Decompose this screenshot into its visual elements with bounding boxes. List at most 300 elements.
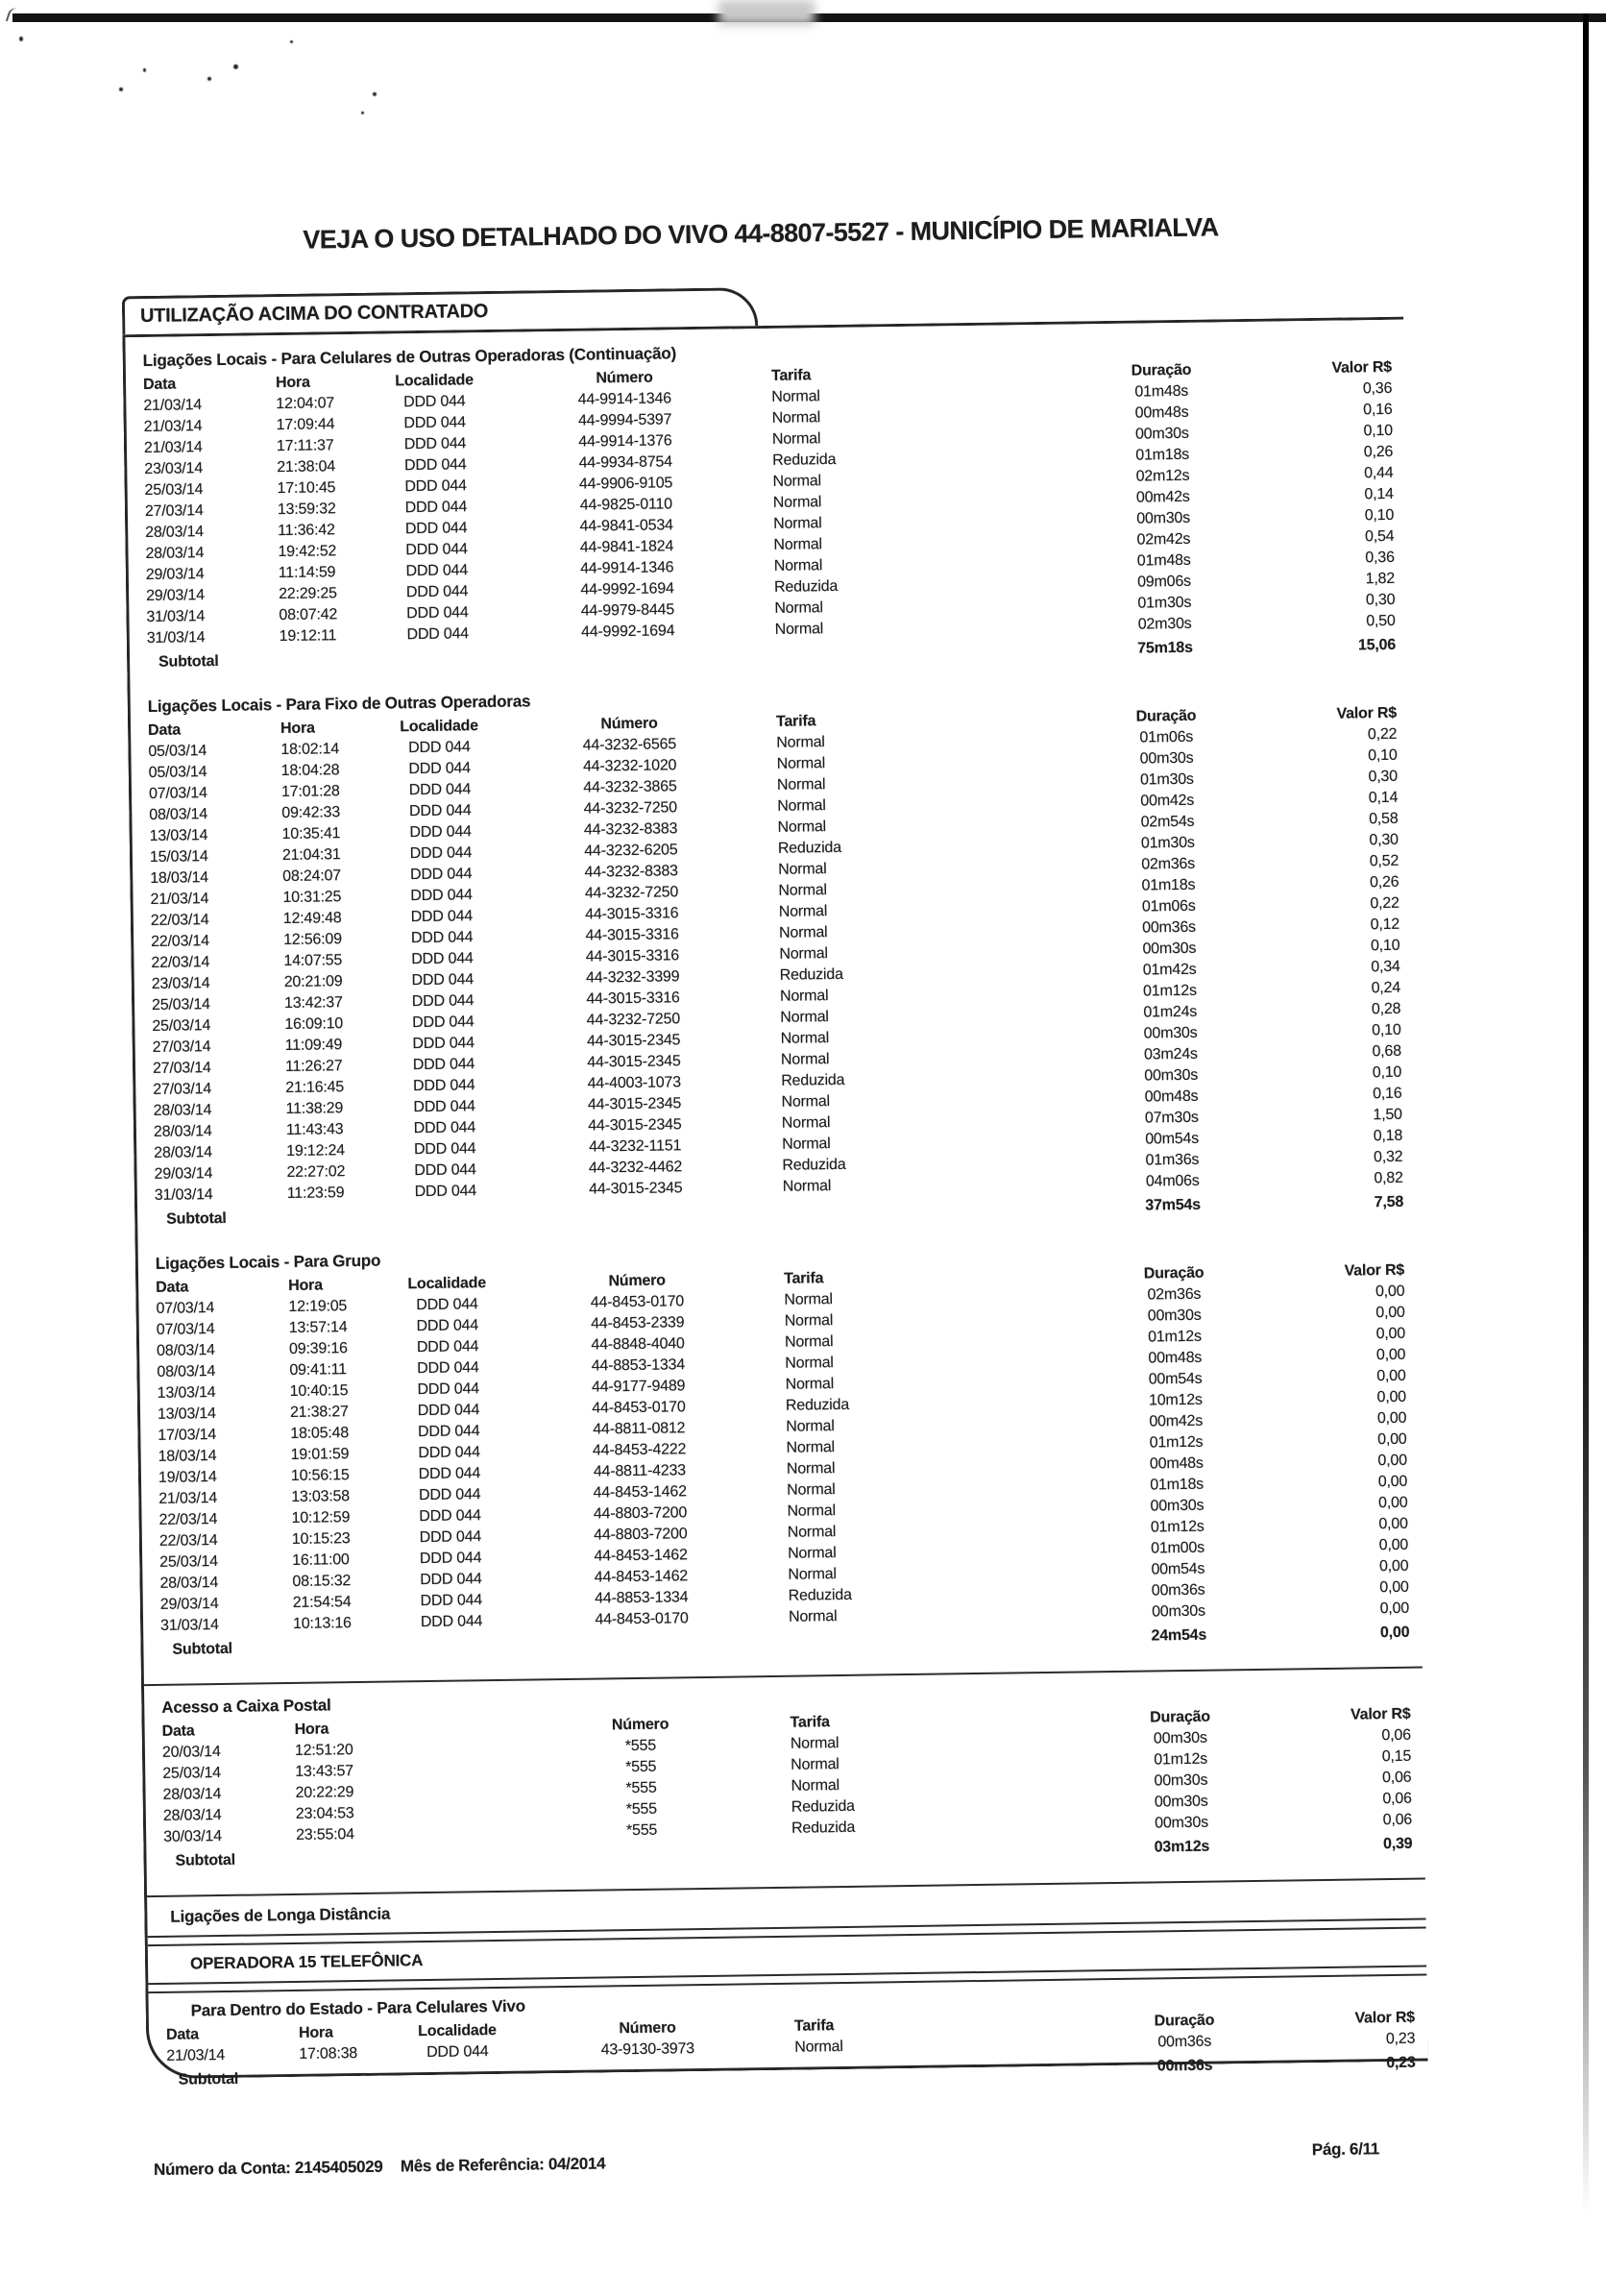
cell-data: 21/03/14 (158, 1490, 218, 1507)
cell-num: 44-3232-8383 (583, 820, 678, 839)
cell-loc: DDD 044 (405, 541, 468, 559)
column-header: Data (147, 721, 182, 739)
cell-num: *555 (625, 1758, 657, 1776)
cell-data: 29/03/14 (145, 566, 205, 583)
cell-hora: 09:41:11 (289, 1361, 348, 1379)
cell-tarifa: Normal (784, 1312, 834, 1330)
cell-valor: 0,00 (1375, 1282, 1405, 1301)
cell-dur: 02m36s (1141, 855, 1196, 873)
cell-hora: 21:38:27 (289, 1404, 349, 1421)
cell-tarifa: Normal (776, 776, 826, 794)
cell-hora: 12:56:09 (283, 931, 342, 949)
cell-loc: DDD 044 (404, 520, 468, 538)
cell-hora: 11:26:27 (284, 1058, 343, 1076)
cell-hora: 11:14:59 (278, 564, 336, 582)
cell-data: 07/03/14 (156, 1321, 215, 1338)
cell-loc: DDD 044 (408, 781, 472, 799)
cell-loc: DDD 044 (412, 1077, 475, 1095)
cell-loc: DDD 044 (403, 456, 467, 475)
cell-valor: 0,10 (1364, 506, 1395, 525)
cell-num: 44-9992-1694 (580, 580, 674, 598)
cell-tarifa: Normal (773, 536, 822, 553)
cell-hora: 10:13:16 (292, 1615, 352, 1632)
section-title: Acesso a Caixa Postal (161, 1696, 331, 1717)
cell-num: *555 (625, 1800, 658, 1819)
cell-dur: 01m00s (1151, 1539, 1205, 1557)
cell-dur: 00m54s (1148, 1370, 1203, 1388)
cell-valor: 0,00 (1376, 1388, 1407, 1406)
cell-loc: DDD 044 (420, 1571, 482, 1589)
cell-tarifa: Normal (791, 1777, 840, 1795)
cell-loc: DDD 044 (411, 971, 474, 989)
cell-loc: DDD 044 (419, 1507, 481, 1526)
cell-tarifa: Normal (785, 1376, 835, 1393)
cell-data: 27/03/14 (152, 1060, 211, 1077)
subtotal-spacer (765, 1839, 1066, 1864)
subtotal-spacer (516, 1201, 756, 1225)
column-header: Data (156, 1279, 189, 1296)
cell-valor: 0,00 (1378, 1515, 1408, 1533)
cell-num: 44-3232-8383 (584, 863, 678, 881)
cell-hora: 18:05:48 (290, 1425, 350, 1442)
cell-data: 31/03/14 (154, 1186, 213, 1204)
subtotal-spacer (388, 2065, 528, 2088)
cell-loc: DDD 044 (410, 929, 474, 947)
cell-valor: 0,22 (1367, 725, 1398, 744)
cell-valor: 0,34 (1371, 958, 1400, 976)
cell-data: 17/03/14 (158, 1427, 217, 1444)
cell-data: 20/03/14 (161, 1744, 221, 1761)
cell-num: 44-8453-2339 (591, 1314, 685, 1332)
cell-valor: 0,00 (1377, 1473, 1408, 1491)
column-header: Localidade (407, 1275, 487, 1293)
cell-data: 25/03/14 (151, 996, 210, 1014)
cell-loc: DDD 044 (412, 1014, 474, 1032)
cell-data: 29/03/14 (146, 587, 205, 604)
cell-num: 44-9914-1346 (577, 390, 672, 408)
cell-dur: 01m30s (1139, 770, 1194, 789)
cell-hora: 11:23:59 (286, 1185, 345, 1202)
cell-hora: 13:57:14 (288, 1319, 348, 1336)
footer-account-info (154, 2154, 620, 2180)
cell-valor: 0,26 (1369, 873, 1399, 892)
cell-hora: 21:16:45 (285, 1079, 345, 1097)
cell-num: 44-8853-1334 (591, 1356, 686, 1375)
cell-loc: DDD 044 (417, 1359, 479, 1378)
section-para-grupo (156, 1236, 1423, 1661)
cell-tarifa: Normal (786, 1460, 836, 1478)
cell-dur: 01m12s (1154, 1750, 1208, 1769)
cell-data: 25/03/14 (159, 1553, 218, 1571)
column-header: Tarifa (793, 2017, 835, 2035)
cell-data: 28/03/14 (154, 1144, 213, 1161)
cell-valor: 0,58 (1369, 810, 1399, 828)
section-title: Ligações Locais - Para Fixo de Outras Operadoras (147, 692, 531, 716)
cell-dur: 02m54s (1140, 813, 1195, 831)
cell-dur: 00m48s (1148, 1349, 1203, 1367)
cell-hora: 10:35:41 (281, 825, 341, 843)
cell-num: 44-8803-7200 (594, 1526, 688, 1544)
cell-dur: 09m06s (1137, 573, 1192, 591)
cell-valor: 0,30 (1369, 831, 1399, 849)
cell-num: 44-9177-9489 (591, 1378, 686, 1396)
cell-tarifa: Reduzida (785, 1396, 850, 1414)
cell-dur: 00m36s (1142, 918, 1197, 937)
cell-loc: DDD 044 (409, 866, 473, 884)
cell-data: 13/03/14 (157, 1405, 216, 1423)
column-header: Duração (1143, 1264, 1204, 1282)
cell-valor: 0,10 (1372, 1063, 1402, 1082)
subtotal-value: 7,58 (1374, 1193, 1404, 1211)
cell-tarifa: Normal (778, 903, 828, 920)
cell-hora: 18:04:28 (280, 762, 340, 780)
cell-hora: 10:40:15 (289, 1382, 349, 1400)
cell-valor: 0,00 (1378, 1557, 1409, 1575)
column-header: Número (608, 1272, 666, 1290)
cell-valor: 0,00 (1379, 1600, 1410, 1618)
cell-valor: 0,12 (1370, 916, 1400, 934)
cell-num: 44-8453-0170 (590, 1293, 685, 1311)
cell-tarifa: Normal (787, 1502, 837, 1520)
column-header: Duração (1135, 707, 1197, 725)
cell-valor: 0,00 (1375, 1325, 1406, 1343)
cell-loc: DDD 044 (418, 1444, 480, 1462)
cell-loc: DDD 044 (412, 1035, 474, 1053)
cell-dur: 01m42s (1142, 961, 1197, 979)
cell-valor: 0,15 (1381, 1747, 1412, 1766)
cell-data: 22/03/14 (158, 1532, 218, 1550)
cell-dur: 00m54s (1145, 1130, 1200, 1148)
cell-dur: 00m42s (1135, 488, 1190, 506)
cell-num: 44-8453-1462 (594, 1568, 689, 1586)
cell-tarifa: Normal (781, 1093, 831, 1111)
cell-loc: DDD 044 (416, 1317, 479, 1335)
cell-hora: 08:15:32 (292, 1573, 352, 1590)
cell-dur: 01m12s (1149, 1433, 1204, 1452)
cell-data: 28/03/14 (159, 1575, 219, 1592)
cell-dur: 01m18s (1141, 876, 1196, 894)
cell-tarifa: Normal (772, 473, 822, 490)
cell-tarifa: Normal (779, 988, 829, 1005)
cell-data: 21/03/14 (143, 418, 203, 436)
cell-hora: 17:08:38 (299, 2045, 358, 2063)
subtotal-label: Subtotal (178, 2070, 239, 2088)
cell-valor: 0,16 (1373, 1085, 1402, 1103)
column-header: Tarifa (775, 713, 816, 730)
section-title: Ligações Locais - Para Celulares de Outras Operadoras (Continuação) (142, 344, 677, 371)
cell-num: 44-9841-0534 (579, 517, 673, 535)
cell-hora: 23:04:53 (295, 1805, 354, 1822)
cell-hora: 11:43:43 (285, 1121, 344, 1139)
cell-num: 44-3232-1020 (582, 757, 677, 775)
column-header: Data (161, 1722, 195, 1740)
cell-hora: 19:42:52 (278, 543, 337, 561)
cell-hora: 20:21:09 (283, 973, 343, 991)
cell-dur: 00m30s (1142, 940, 1197, 958)
cell-hora: 09:42:33 (281, 804, 341, 822)
cell-tarifa: Reduzida (777, 839, 842, 857)
column-header: Valor R$ (1344, 1261, 1405, 1280)
cell-num: 44-3015-2345 (589, 1180, 683, 1198)
cell-data: 21/03/14 (143, 397, 203, 415)
section-fixo-outras-operadoras (148, 679, 1417, 1231)
cell-tarifa: Normal (786, 1418, 835, 1435)
cell-num: 44-3232-1151 (589, 1137, 682, 1156)
cell-tarifa: Normal (772, 494, 822, 511)
banner-operadora-15-telefonica: OPERADORA 15 TELEFÔNICA (189, 1951, 424, 1973)
cell-loc: DDD 044 (409, 823, 472, 842)
cell-hora: 16:09:10 (284, 1015, 344, 1034)
subtotal-value: 0,39 (1382, 1835, 1413, 1853)
cell-tarifa: Reduzida (772, 451, 837, 469)
cell-dur: 01m30s (1140, 834, 1195, 852)
column-header: Duração (1131, 361, 1192, 379)
cell-hora: 08:07:42 (279, 606, 338, 624)
cell-hora: 13:43:57 (295, 1763, 354, 1780)
banner-longa-distancia: Ligações de Longa Distância (170, 1904, 391, 1926)
cell-hora: 17:09:44 (276, 416, 335, 434)
cell-num: 44-3232-7250 (584, 884, 679, 902)
cell-data: 31/03/14 (146, 629, 206, 647)
section-dentro-estado-celulares-vivo (166, 1984, 1428, 2091)
cell-hora: 18:02:14 (280, 741, 340, 759)
cell-data: 13/03/14 (157, 1384, 216, 1402)
cell-valor: 0,50 (1366, 612, 1396, 630)
cell-num: 44-3232-3399 (586, 968, 680, 987)
cell-dur: 00m30s (1153, 1729, 1207, 1747)
cell-valor: 0,14 (1368, 789, 1399, 807)
cell-hora: 12:51:20 (294, 1742, 353, 1759)
usage-detail-box (122, 317, 1427, 2088)
cell-tarifa: Reduzida (773, 577, 839, 596)
cell-num: 43-9130-3973 (600, 2040, 695, 2059)
subtotal-label: Subtotal (172, 1640, 232, 1658)
cell-hora: 13:03:58 (291, 1488, 351, 1505)
column-header: Valor R$ (1350, 1705, 1411, 1723)
cell-loc: DDD 044 (403, 393, 466, 411)
cell-num: *555 (625, 1779, 657, 1797)
subtotal-label: Subtotal (166, 1209, 227, 1228)
cell-dur: 00m48s (1134, 403, 1189, 422)
cell-hora: 21:54:54 (292, 1594, 352, 1611)
cell-data: 15/03/14 (149, 848, 208, 866)
cell-hora: 22:29:25 (279, 585, 337, 603)
cell-dur: 00m54s (1151, 1560, 1205, 1578)
column-header: Hora (294, 1721, 329, 1738)
section-caixa-postal (161, 1680, 1424, 1872)
account-number: Número da Conta: 2145405029 (153, 2157, 383, 2180)
cell-dur: 00m42s (1149, 1412, 1204, 1430)
cell-num: 44-9934-8754 (578, 453, 672, 472)
cell-loc: DDD 044 (409, 844, 473, 863)
cell-data: 28/03/14 (145, 545, 205, 562)
cell-num: 44-9841-1824 (579, 538, 674, 556)
subtotal-spacer (508, 644, 748, 668)
cell-hora: 10:31:25 (282, 889, 342, 907)
cell-tarifa: Normal (781, 1114, 831, 1132)
column-header: Localidade (400, 718, 478, 736)
cell-num: 44-9992-1694 (580, 623, 675, 641)
cell-dur: 00m42s (1140, 792, 1195, 810)
subtotal-duration: 24m54s (1151, 1626, 1207, 1645)
cell-loc: DDD 044 (408, 802, 472, 820)
cell-hora: 19:12:11 (279, 627, 337, 646)
cell-data: 29/03/14 (159, 1596, 219, 1613)
cell-hora: 10:56:15 (290, 1467, 350, 1484)
cell-data: 08/03/14 (149, 806, 208, 823)
cell-valor: 0,18 (1373, 1127, 1403, 1145)
cell-num: 44-3232-7250 (586, 1011, 681, 1029)
cell-loc: DDD 044 (404, 499, 468, 517)
cell-data: 22/03/14 (150, 912, 209, 929)
cell-dur: 01m18s (1135, 446, 1190, 464)
cell-tarifa: Normal (774, 599, 823, 617)
cell-num: 44-9994-5397 (577, 411, 672, 429)
cell-data: 28/03/14 (162, 1807, 222, 1824)
cell-valor: 0,36 (1365, 549, 1395, 567)
cell-loc: DDD 044 (403, 414, 466, 432)
cell-hora: 22:27:02 (286, 1163, 346, 1181)
page-title: VEJA O USO DETALHADO DO VIVO 44-8807-5527 - MUNICÍPIO DE MARIALVA (303, 212, 1219, 255)
cell-data: 27/03/14 (153, 1081, 212, 1098)
cell-tarifa: Normal (782, 1136, 831, 1153)
cell-dur: 00m48s (1149, 1454, 1204, 1473)
column-header: Duração (1150, 1708, 1210, 1726)
cell-valor: 0,06 (1382, 1790, 1412, 1808)
cell-loc: DDD 044 (411, 992, 474, 1011)
cell-num: 44-9914-1376 (578, 432, 672, 451)
cell-hora: 17:01:28 (280, 783, 340, 801)
cell-hora: 13:59:32 (277, 501, 336, 519)
cell-tarifa: Normal (780, 1009, 829, 1026)
cell-hora: 12:19:05 (288, 1298, 348, 1315)
cell-dur: 00m48s (1144, 1087, 1199, 1106)
column-header: Valor R$ (1336, 704, 1398, 722)
cell-tarifa: Normal (784, 1333, 834, 1351)
subtotal-label: Subtotal (158, 652, 219, 671)
cell-valor: 0,00 (1376, 1367, 1406, 1385)
cell-loc: DDD 044 (417, 1402, 480, 1420)
cell-num: 44-4003-1073 (587, 1074, 682, 1092)
cell-tarifa: Reduzida (788, 1586, 852, 1604)
cell-data: 25/03/14 (162, 1765, 222, 1782)
cell-loc: DDD 044 (420, 1592, 483, 1610)
cell-dur: 01m12s (1148, 1328, 1202, 1346)
cell-hora: 17:10:45 (277, 479, 336, 498)
column-header: Tarifa (784, 1270, 824, 1287)
cell-tarifa: Normal (771, 409, 821, 427)
cell-tarifa: Normal (777, 797, 826, 815)
cell-loc: DDD 044 (410, 887, 473, 905)
cell-data: 19/03/14 (158, 1469, 217, 1486)
cell-num: 44-3015-3316 (585, 947, 680, 965)
cell-tarifa: Reduzida (782, 1156, 846, 1174)
cell-loc: DDD 044 (418, 1423, 480, 1441)
column-header: Número (619, 2019, 676, 2038)
cell-valor: 0,23 (1385, 2030, 1416, 2048)
cell-valor: 0,14 (1364, 485, 1394, 503)
cell-data: 22/03/14 (151, 933, 209, 950)
cell-tarifa: Reduzida (791, 1819, 856, 1837)
section-title: Para Dentro do Estado - Para Celulares Vivo (190, 1996, 526, 2020)
cell-num: 44-3232-3865 (583, 778, 677, 796)
cell-data: 21/03/14 (150, 891, 209, 908)
subtotal-duration: 37m54s (1145, 1196, 1201, 1214)
column-header: Número (611, 1716, 669, 1734)
cell-num: 44-3015-3316 (585, 905, 679, 923)
subtotal-spacer (756, 1197, 1058, 1222)
cell-dur: 00m36s (1157, 2033, 1212, 2051)
cell-dur: 02m42s (1136, 530, 1191, 549)
cell-data: 23/03/14 (151, 975, 210, 992)
cell-tarifa: Normal (773, 515, 822, 532)
cell-num: 44-9906-9105 (578, 475, 673, 493)
cell-data: 22/03/14 (158, 1511, 218, 1528)
reference-month: Mês de Referência: 04/2014 (400, 2154, 606, 2176)
subtotal-spacer (528, 2062, 768, 2086)
cell-tarifa: Normal (788, 1566, 837, 1583)
cell-data: 23/03/14 (144, 460, 204, 477)
cell-num: 44-8453-4222 (592, 1441, 687, 1459)
cell-dur: 01m48s (1134, 382, 1189, 401)
cell-hora: 08:24:07 (282, 867, 342, 886)
cell-dur: 02m12s (1135, 467, 1190, 485)
cell-hora: 11:09:49 (284, 1037, 343, 1055)
column-header: Hora (298, 2024, 333, 2041)
cell-tarifa: Normal (779, 945, 828, 963)
cell-num: 44-8811-0812 (593, 1420, 686, 1438)
cell-valor: 0,30 (1365, 591, 1396, 609)
cell-tarifa: Normal (780, 1030, 830, 1047)
cell-dur: 00m30s (1143, 1024, 1198, 1042)
tab-label: UTILIZAÇÃO ACIMA DO CONTRATADO (139, 300, 489, 328)
cell-valor: 0,00 (1377, 1494, 1408, 1512)
cell-data: 29/03/14 (154, 1165, 213, 1183)
cell-valor: 1,50 (1373, 1106, 1402, 1124)
cell-data: 08/03/14 (157, 1342, 215, 1359)
cell-data: 05/03/14 (148, 764, 207, 781)
cell-tarifa: Normal (787, 1481, 836, 1499)
cell-num: 44-8811-4233 (593, 1462, 687, 1480)
column-header: Data (165, 2026, 200, 2043)
cell-num: 44-8803-7200 (593, 1504, 688, 1523)
cell-valor: 0,52 (1369, 852, 1399, 870)
cell-dur: 07m30s (1144, 1109, 1199, 1127)
cell-dur: 00m30s (1150, 1497, 1204, 1515)
cell-tarifa: Normal (780, 1051, 830, 1068)
cell-hora: 17:11:37 (276, 437, 334, 455)
cell-valor: 0,00 (1375, 1346, 1406, 1364)
cell-num: 44-3015-2345 (586, 1032, 681, 1050)
cell-data: 31/03/14 (146, 608, 206, 625)
column-header: Número (596, 369, 653, 387)
cell-dur: 00m30s (1154, 1771, 1208, 1790)
cell-valor: 0,16 (1363, 401, 1393, 419)
cell-valor: 0,44 (1364, 464, 1394, 482)
column-header: Tarifa (770, 367, 812, 384)
column-header: Duração (1154, 2012, 1215, 2030)
cell-num: *555 (625, 1821, 658, 1840)
cell-data: 18/03/14 (150, 869, 209, 887)
cell-valor: 0,10 (1368, 746, 1398, 765)
cell-dur: 00m36s (1151, 1581, 1205, 1600)
subtotal-spacer (275, 2067, 388, 2090)
subtotal-spacer (748, 640, 1050, 665)
cell-valor: 0,06 (1381, 1726, 1411, 1745)
cell-tarifa: Normal (784, 1291, 833, 1308)
cell-loc: DDD 044 (405, 583, 469, 601)
cell-tarifa: Normal (788, 1608, 838, 1625)
